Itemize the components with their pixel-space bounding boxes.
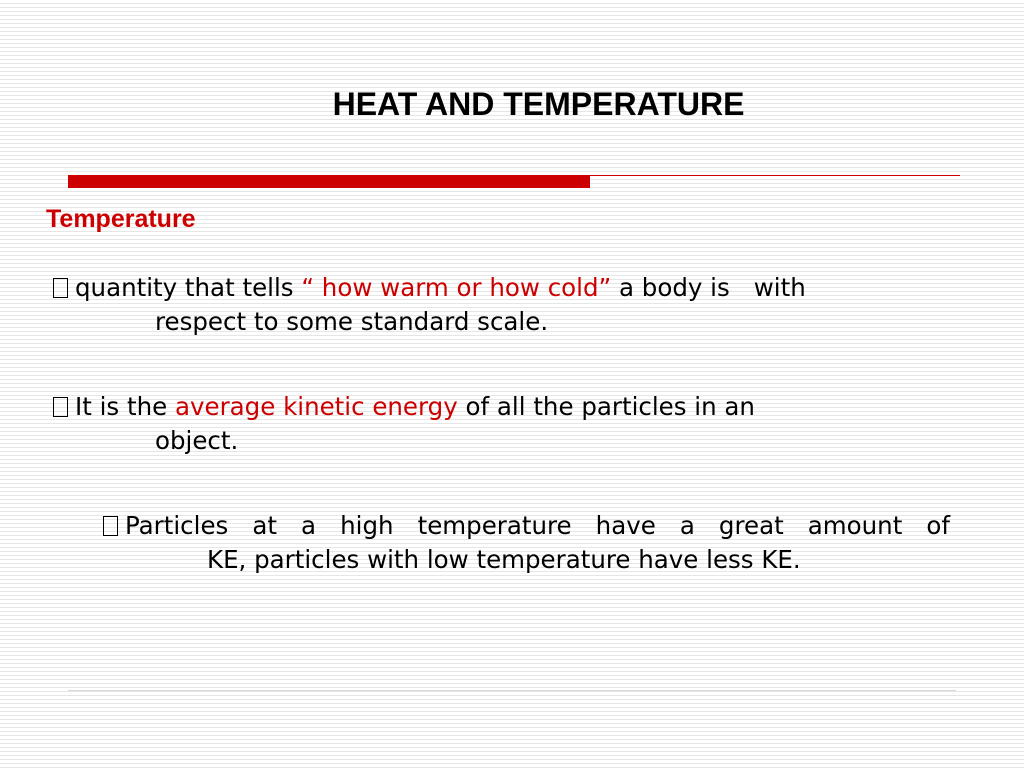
bullet-text: a body is	[611, 273, 730, 302]
bullet-text: quantity that tells	[75, 273, 302, 302]
box-icon	[53, 397, 68, 417]
bullet-text: Particles at a high temperature have a great amount of	[125, 511, 950, 540]
title-underline-thick	[68, 175, 590, 188]
footer-divider	[68, 690, 956, 691]
bullet-continuation: KE, particles with low temperature have less KE.	[207, 545, 801, 574]
bullet-line	[53, 271, 943, 305]
bullet-line	[53, 390, 943, 424]
bullet-highlight: “ how warm or how cold”	[301, 273, 612, 302]
box-icon	[53, 278, 68, 298]
bullet-item	[53, 390, 943, 458]
box-icon	[103, 516, 118, 536]
bullet-text: with	[753, 273, 806, 302]
bullet-line	[103, 509, 950, 543]
bullet-text: It is the	[75, 392, 175, 421]
title-underline-thin	[590, 175, 960, 176]
bullet-text: of all the particles in an	[457, 392, 755, 421]
bullet-item	[53, 271, 943, 339]
bullet-continuation: respect to some standard scale.	[155, 307, 549, 336]
slide-title: HEAT AND TEMPERATURE	[332, 86, 745, 122]
sub-bullet-item	[103, 509, 950, 577]
section-heading: Temperature	[46, 205, 196, 233]
bullet-highlight: average kinetic energy	[174, 392, 458, 421]
bullet-continuation: object.	[155, 426, 239, 455]
